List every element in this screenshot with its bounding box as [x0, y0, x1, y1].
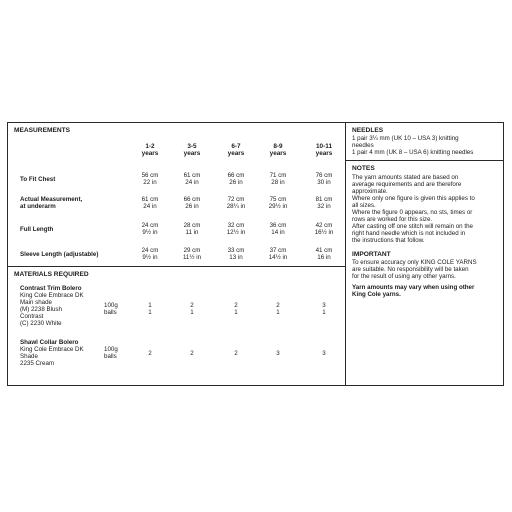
- table-cell: 61 cm 24 in: [141, 196, 159, 211]
- material-line: (C) 2230 White: [20, 320, 62, 327]
- material-value: 1: [276, 309, 280, 316]
- notes-line: After casting off one stitch will remain on the: [352, 223, 473, 230]
- material-value: 2: [234, 350, 238, 357]
- important-line: are suitable. No responsibility will be taken: [352, 266, 469, 273]
- table-cell: 76 cm 30 in: [315, 172, 333, 187]
- material-value: 2: [190, 302, 194, 309]
- material-heading: Shawl Collar Bolero: [20, 339, 79, 346]
- important-line: To ensure accuracy only KING COLE YARNS: [352, 259, 477, 266]
- needles-title: NEEDLES: [352, 127, 384, 134]
- material-unit: 100g balls: [104, 302, 118, 317]
- notes-line: Where only one figure is given this applies to: [352, 195, 475, 202]
- material-value: 1: [148, 302, 152, 309]
- important-bold-line: King Cole yarns.: [352, 291, 401, 298]
- pattern-info-table: [7, 122, 504, 386]
- notes-line: The yarn amounts stated are based on: [352, 174, 459, 181]
- material-value: 2: [148, 350, 152, 357]
- material-value: 2: [276, 302, 280, 309]
- size-header-1: 1-2 years: [141, 143, 159, 158]
- notes-line: Where the figure 0 appears, no sts, times or: [352, 209, 473, 216]
- needles-line: 1 pair 4 mm (UK 8 – USA 6) knitting needles: [352, 149, 474, 156]
- table-cell: 33 cm 13 in: [227, 247, 245, 262]
- size-header-2: 3-5 years: [183, 143, 201, 158]
- table-cell: 81 cm 32 in: [315, 196, 333, 211]
- notes-title: NOTES: [352, 165, 375, 172]
- row-label-chest: To Fit Chest: [20, 176, 56, 183]
- material-value: 3: [322, 302, 326, 309]
- material-heading: Contrast Trim Bolero: [20, 285, 82, 292]
- material-value: 1: [234, 309, 238, 316]
- notes-line: the instructions that follow.: [352, 237, 425, 244]
- material-value: 1: [190, 309, 194, 316]
- material-value: 1: [148, 309, 152, 316]
- material-value: 2: [234, 302, 238, 309]
- table-cell: 42 cm 16½ in: [314, 222, 334, 237]
- notes-line: right hand needle which is not included in: [352, 230, 466, 237]
- material-line: Main shade: [20, 299, 52, 306]
- column-divider: [345, 123, 346, 385]
- table-cell: 28 cm 11 in: [183, 222, 201, 237]
- size-header-5: 10-11 years: [315, 143, 333, 158]
- material-line: Contrast: [20, 313, 44, 320]
- table-cell: 24 cm 9½ in: [141, 222, 159, 237]
- notes-line: rows are worked for this size.: [352, 216, 433, 223]
- notes-line: all sizes.: [352, 202, 376, 209]
- section-divider: [8, 266, 345, 267]
- table-cell: 37 cm 14½ in: [268, 247, 288, 262]
- important-line: for the result of using any other yarns.: [352, 273, 456, 280]
- material-line: King Cole Embrace DK: [20, 292, 84, 299]
- table-cell: 56 cm 22 in: [141, 172, 159, 187]
- table-cell: 71 cm 28 in: [269, 172, 287, 187]
- row-label-actual-measurement: Actual Measurement, at underarm: [20, 196, 83, 211]
- material-unit: 100g balls: [104, 346, 118, 361]
- material-line: (M) 2238 Blush: [20, 306, 62, 313]
- table-cell: 66 cm 26 in: [227, 172, 245, 187]
- needles-line: 1 pair 3¼ mm (UK 10 – USA 3) knitting: [352, 135, 459, 142]
- table-cell: 29 cm 11½ in: [182, 247, 202, 262]
- row-label-sleeve-length: Sleeve Length (adjustable): [20, 251, 99, 258]
- row-label-full-length: Full Length: [20, 226, 54, 233]
- material-value: 2: [190, 350, 194, 357]
- important-title: IMPORTANT: [352, 251, 391, 258]
- material-value: 3: [276, 350, 280, 357]
- size-header-3: 6-7 years: [227, 143, 245, 158]
- material-value: 1: [322, 309, 326, 316]
- table-cell: 75 cm 29½ in: [268, 196, 288, 211]
- materials-title: MATERIALS REQUIRED: [14, 271, 89, 278]
- measurements-title: MEASUREMENTS: [14, 127, 71, 134]
- notes-line: approximate.: [352, 188, 388, 195]
- size-header-4: 8-9 years: [269, 143, 287, 158]
- section-divider: [346, 160, 503, 161]
- needles-line: needles: [352, 142, 374, 149]
- material-line: King Cole Embrace DK: [20, 346, 84, 353]
- table-cell: 66 cm 26 in: [183, 196, 201, 211]
- material-line: 2235 Cream: [20, 360, 55, 367]
- table-cell: 24 cm 9½ in: [141, 247, 159, 262]
- table-cell: 41 cm 16 in: [315, 247, 333, 262]
- material-line: Shade: [20, 353, 38, 360]
- material-value: 3: [322, 350, 326, 357]
- important-bold-line: Yarn amounts may vary when using other: [352, 284, 475, 291]
- table-cell: 72 cm 28¼ in: [226, 196, 246, 211]
- notes-line: average requirements and are therefore: [352, 181, 462, 188]
- table-cell: 61 cm 24 in: [183, 172, 201, 187]
- table-cell: 32 cm 12½ in: [226, 222, 246, 237]
- table-cell: 36 cm 14 in: [269, 222, 287, 237]
